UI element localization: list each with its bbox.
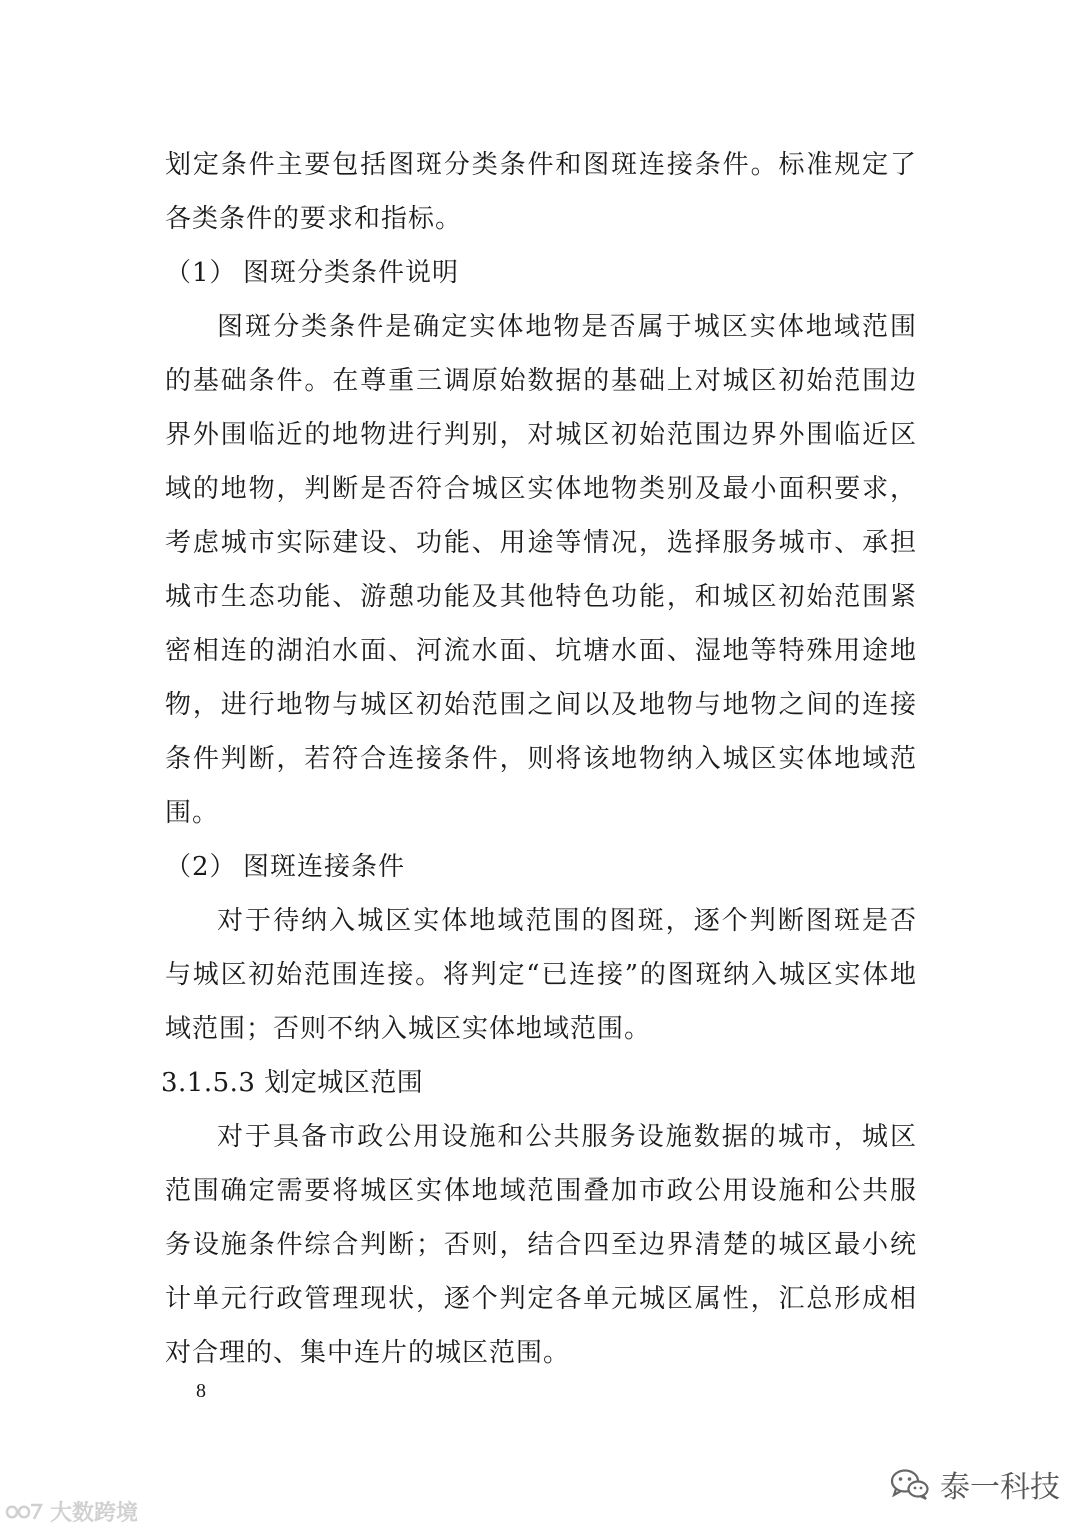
subheading-2 [165,840,917,894]
subheading-2-number: （2） [165,852,237,882]
subheading-1 [165,246,917,300]
page-number: 8 [196,1380,206,1402]
paragraph-connection: 对于待纳入城区实体地域范围的图斑，逐个判断图斑是否与城区初始范围连接。将判定“已连接”的图斑纳入城区实体地域范围；否则不纳入城区实体地域范围。 [165,906,917,1044]
watermark-left-text: 大数跨境 [50,1501,139,1526]
document-body [161,138,917,1380]
paragraph-intro: 划定条件主要包括图斑分类条件和图斑连接条件。标准规定了各类条件的要求和指标。 [165,150,917,234]
watermark-right [890,1462,1060,1506]
brand-logo-icon [4,1501,44,1523]
watermark-right-text: 泰一科技 [940,1470,1060,1505]
subheading-1-number: （1） [165,258,237,288]
subheading-2-title: 图斑连接条件 [243,852,406,882]
subheading-1-title: 图斑分类条件说明 [243,258,460,288]
wechat-icon [890,1468,930,1500]
section-heading: 3.1.5.3 划定城区范围 [161,1068,424,1098]
watermark-left [4,1496,138,1527]
paragraph-urban-range: 对于具备市政公用设施和公共服务设施数据的城市，城区范围确定需要将城区实体地域范围叠加市政公用设施和公共服务设施条件综合判断；否则，结合四至边界清楚的城区最小统计单元行政管理现状，逐个判定各单元城区属性，汇总形成相对合理的、集中连片的城区范围。 [165,1122,917,1368]
paragraph-classification: 图斑分类条件是确定实体地物是否属于城区实体地域范围的基础条件。在尊重三调原始数据的基础上对城区初始范围边界外围临近的地物进行判别，对城区初始范围边界外围临近区域的地物，判断是否符合城区实体地物类别及最小面积要求，考虑城市实际建设、功能、用途等情况，选择服务城市、承担城市生态功能、游憩功能及其他特色功能，和城区初始范围紧密相连的湖泊水面、河流水面、坑塘水面、湿地等特殊用途地物，进行地物与城区初始范围之间以及地物与地物之间的连接条件判断，若符合连接条件，则将该地物纳入城区实体地域范围。 [165,312,917,828]
